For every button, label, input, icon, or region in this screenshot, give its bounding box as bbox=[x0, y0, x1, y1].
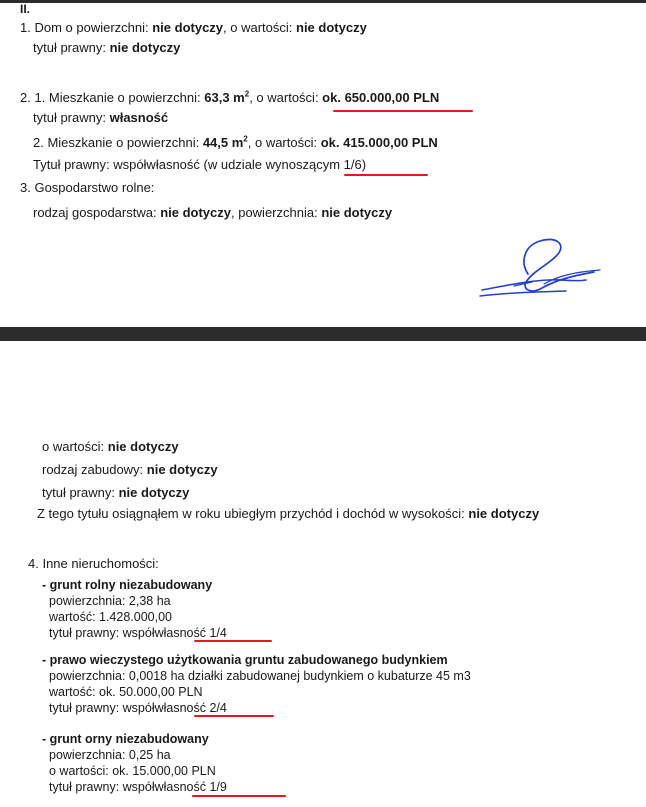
item3-line bbox=[33, 205, 392, 221]
group-heading: - grunt orny niezabudowany bbox=[42, 732, 209, 746]
item3-type-label: rodzaj gospodarstwa: bbox=[33, 205, 161, 220]
item2b-area: 44,5 $m^2$ bbox=[202, 134, 248, 150]
group-line: powierzchnia: 2,38 ha bbox=[49, 594, 171, 608]
item2b-title-line: Tytuł prawny: współwłasność (w udziale wynoszącym 1/6) bbox=[33, 157, 367, 172]
red-underline bbox=[344, 174, 428, 176]
item2a-title-label: tytuł prawny: bbox=[33, 110, 110, 125]
item1-prefix: 1. Dom o powierzchni: bbox=[20, 20, 153, 35]
group-heading: - grunt rolny niezabudowany bbox=[42, 578, 213, 592]
item1-title-label: tytuł prawny: bbox=[33, 40, 110, 55]
p2-building-line bbox=[42, 462, 218, 478]
item2b-line bbox=[33, 135, 438, 151]
p2-income-line bbox=[37, 506, 539, 522]
signature bbox=[474, 236, 602, 302]
p2-value-label: o wartości: bbox=[42, 439, 108, 454]
item2a-title: własność bbox=[109, 110, 169, 125]
item1-title: nie dotyczy bbox=[109, 40, 181, 55]
group-line: o wartości: ok. 15.000,00 PLN bbox=[49, 764, 216, 778]
red-underline bbox=[192, 795, 286, 797]
group-line: wartość: ok. 50.000,00 PLN bbox=[49, 685, 203, 699]
red-underline bbox=[194, 715, 274, 717]
page-top-border bbox=[0, 0, 646, 3]
group-line: wartość: 1.428.000,00 bbox=[49, 610, 172, 624]
item3-type: nie dotyczy bbox=[160, 205, 231, 220]
item4-heading: 4. Inne nieruchomości: bbox=[28, 556, 159, 571]
item3-area-label: , powierzchnia: bbox=[230, 205, 322, 220]
item2a-prefix: 2. 1. Mieszkanie o powierzchni: bbox=[20, 90, 205, 105]
group-line: powierzchnia: 0,0018 ha działki zabudowanej budynkiem o kubaturze 45 m3 bbox=[49, 669, 471, 683]
item2a-value-label: , o wartości: bbox=[249, 90, 323, 105]
item2a-line bbox=[20, 90, 439, 106]
item2b-value-label: , o wartości: bbox=[247, 135, 321, 150]
p2-building: nie dotyczy bbox=[146, 462, 218, 477]
item1-title-line bbox=[33, 40, 180, 56]
item2b-value: ok. 415.000,00 PLN bbox=[320, 135, 438, 150]
p2-title-line bbox=[42, 485, 189, 501]
p2-income: nie dotyczy bbox=[468, 506, 540, 521]
item1-area: nie dotyczy bbox=[152, 20, 224, 35]
group-heading: - prawo wieczystego użytkowania gruntu zabudowanego budynkiem bbox=[42, 653, 448, 667]
group-line: tytuł prawny: współwłasność 1/4 bbox=[49, 626, 227, 640]
item3-heading: 3. Gospodarstwo rolne: bbox=[20, 180, 155, 195]
item1-value: nie dotyczy bbox=[296, 20, 367, 35]
red-underline bbox=[194, 640, 272, 642]
item3-area: nie dotyczy bbox=[321, 205, 393, 220]
item2a-title-line bbox=[33, 110, 168, 126]
red-underline bbox=[333, 110, 473, 112]
p2-title: nie dotyczy bbox=[118, 485, 190, 500]
item2a-area: 63,3 $m^2$ bbox=[204, 89, 250, 105]
item2b-prefix: 2. Mieszkanie o powierzchni: bbox=[33, 135, 203, 150]
item1-line bbox=[20, 20, 367, 36]
section-number: II. bbox=[20, 2, 31, 16]
p2-value: nie dotyczy bbox=[107, 439, 179, 454]
page-separator bbox=[0, 327, 646, 341]
p2-income-label: Z tego tytułu osiągnąłem w roku ubiegłym przychód i dochód w wysokości: bbox=[37, 506, 469, 521]
item2a-value: ok. 650.000,00 PLN bbox=[322, 90, 440, 105]
group-line: powierzchnia: 0,25 ha bbox=[49, 748, 171, 762]
group-line: tytuł prawny: współwłasność 2/4 bbox=[49, 701, 227, 715]
item1-value-label: , o wartości: bbox=[223, 20, 296, 35]
p2-building-label: rodzaj zabudowy: bbox=[42, 462, 147, 477]
group-line: tytuł prawny: współwłasność 1/9 bbox=[49, 780, 227, 794]
p2-value-line bbox=[42, 439, 179, 455]
p2-title-label: tytuł prawny: bbox=[42, 485, 119, 500]
